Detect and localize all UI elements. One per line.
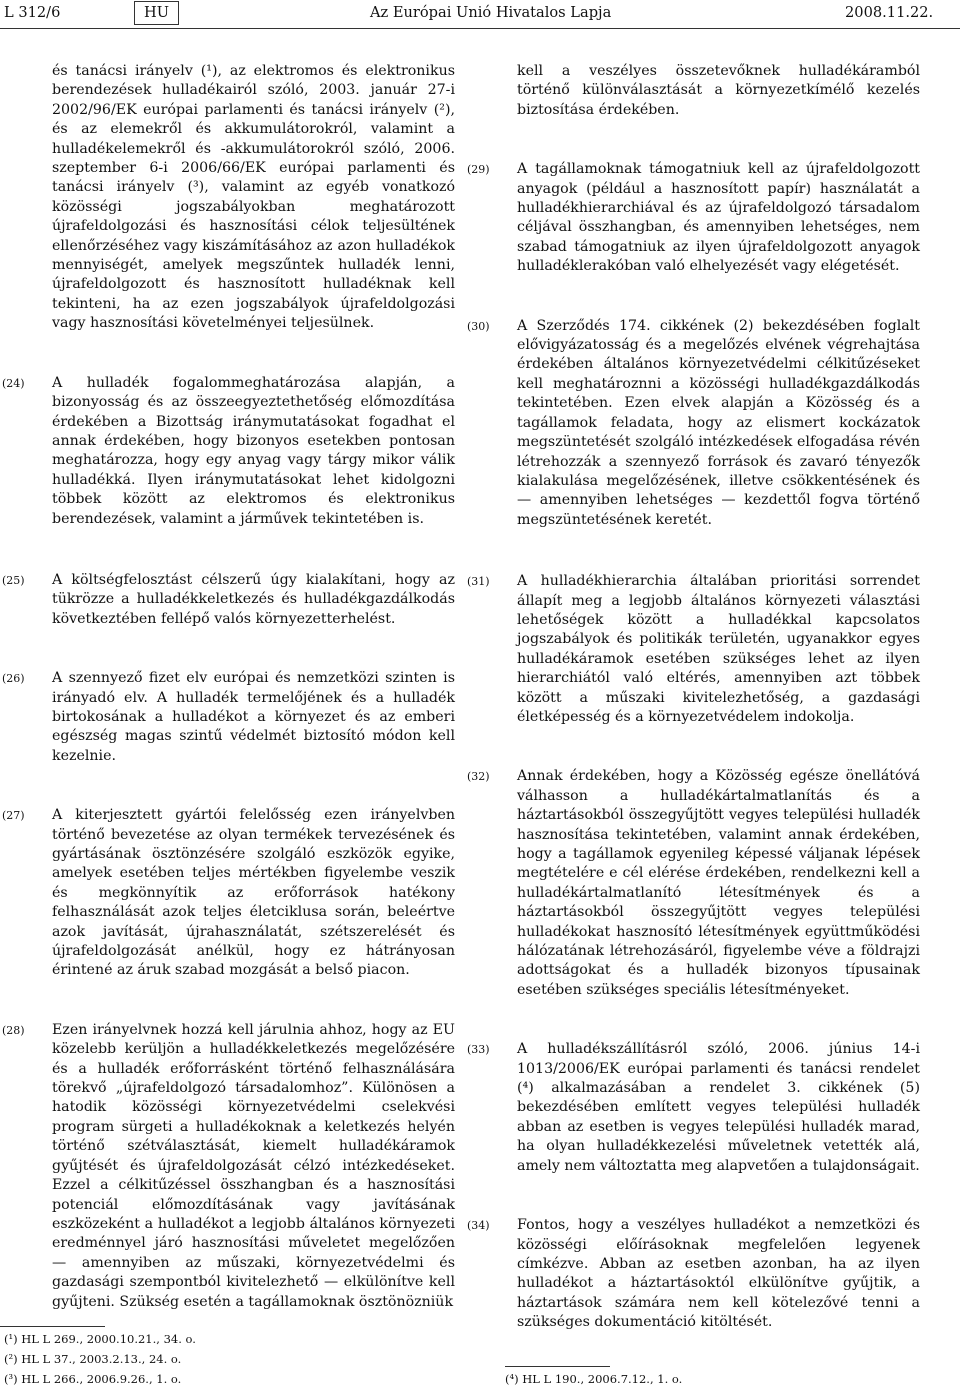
paragraph-text: kell a veszélyes összetevőknek hulladékáramból történő különválasztását a környezetkímélő kezelés biztosítása érdekében.	[517, 63, 920, 118]
paragraph-text: A kiterjesztett gyártói felelősség ezen irányelvben történő bevezetése az olyan termékek tervezésének és gyártásának ösztönzésére szolgáló eszközök egyike, amelyek esetében teljes mértékben figyelembe veszik és megkönnyítik az erőforrások hatékony felhasználását azok teljes életciklusa során, beleértve azok javítását, újrahasználatát, szétszerelését és újrafeldolgozását anélkül, hogy ez hátrányosan érintené az áruk szabad mozgását a belső piacon.	[52, 807, 455, 979]
paragraph-26	[2, 669, 455, 766]
paragraph-text: A Szerződés 174. cikkének (2) bekezdésében foglalt elővigyázatosság és a megelőzés elvének végrehajtása érdekében általános környezetvédelmi célkitűzéseket kell meghatároznni a közösségi hulladékgazdálkodás tekintetében. Ezen elvek alapján a Közösség és a tagállamok feladata, hogy az elismert kockázatok megszüntetését szolgáló intézkedések elfogadása révén létrehozzák a szennyező források és zavaró tényezők kialakulása megelőzésének, illetve csökkentésének és — amennyiben lehetséges — kezdettől fogva történő megszüntetésének keretét.	[517, 317, 920, 528]
footnote-2: (²) HL L 37., 2003.2.13., 24. o.	[4, 1352, 182, 1366]
header-rule	[0, 28, 960, 29]
paragraph-28-cont	[505, 62, 920, 120]
right-column	[467, 62, 920, 1333]
paragraph-text: és tanácsi irányelv (¹), az elektromos és elektronikus berendezések hulladékairól szóló, 2003. január 27-i 2002/96/EK európai parlamenti és tanácsi irányelv (²), és az elemekről és akkumulátorokról, valamint a hulladékelemekről és -akkumulátorokról szóló, 2006. szeptember 6-i 2006/66/EK európai parlamenti és tanácsi irányelv (³), valamint az egyéb vonatkozó közösségi jogszabályokban meghatározott újrafeldolgozási és hasznosítási célok teljesültének ellenőrzéséhez vagy kiszámításához az azon hulladékok mennyiségét, amelyek megszűntek hulladék lenni, újrafeldolgozott és hasznosított hulladéknak kell tekinteni, ha az ezen jogszabályok újrafeldolgozási vagy hasznosítási követelményei teljesülnek.	[52, 63, 455, 332]
paragraph-number: (32)	[467, 770, 490, 784]
language-badge: HU	[134, 1, 179, 25]
footnote-4: (⁴) HL L 190., 2006.7.12., 1. o.	[505, 1372, 683, 1386]
paragraph-34	[467, 1216, 920, 1332]
paragraph-25	[2, 571, 455, 629]
publication-date: 2008.11.22.	[845, 4, 934, 21]
journal-title: Az Európai Unió Hivatalos Lapja	[370, 4, 612, 21]
paragraph-text: A hulladék fogalommeghatározása alapján, a bizonyosság és az összeegyeztethetőség előmozdítása érdekében a Bizottság iránymutatásokat fogadhat el annak érdekében, hogy bizonyos esetekben pontosan meghatározza, hogy egy anyag vagy tárgy mikor válik hulladékká. Ilyen iránymutatásokat lehet kidolgozni többek között az elektromos és elektronikus berendezések, valamint a járművek tekintetében is.	[52, 374, 455, 527]
paragraph-text: Fontos, hogy a veszélyes hulladékot a nemzetközi és közösségi előírásoknak megfelelően legyenek címkézve. Abban az esetben azonban, ha az ilyen hulladékot a háztartásoktól elkülönítve gyűjtik, a háztartások számára nem kell kötelezővé tenni a szükséges dokumentáció kitöltését.	[517, 1217, 920, 1331]
paragraph-27	[2, 806, 455, 981]
page-header	[0, 0, 960, 28]
paragraph-31	[467, 572, 920, 727]
paragraph-text: A szennyező fizet elv európai és nemzetközi szinten is irányadó elv. A hulladék termelőjének és a hulladék birtokosának a hulladékot a környezet és az emberi egészség magas szintű védelmét biztosító módon kell kezelnie.	[52, 670, 455, 764]
paragraph-number: (27)	[2, 809, 25, 823]
page-reference: L 312/6	[4, 4, 61, 21]
paragraph-text: Ezen irányelvnek hozzá kell járulnia ahhoz, hogy az EU közelebb kerüljön a hulladékkeletkezés megelőzésére és a hulladék erőforrásként történő felhasználására törekvő „újrafeldolgozó társadalomhoz”. Különösen a hatodik közösségi környezetvédelmi cselekvési program sürgeti a hulladékoknak a keletkezés helyén történő szétválasztását, kiemelt hulladékáramok gyűjtését és újrafeldolgozását célzó intézkedéseket. Ezzel a célkitűzéssel összhangban és a hasznosítási potenciál előmozdításának vagy javításának eszközeként a hulladékot a legjobb általános környezeti eredménnyel járó hasznosítási műveletet megelőzően — amennyiben az műszaki, környezetvédelmi és gazdasági szempontból kivitelezhető — elkülönítve kell gyűjteni. Szükség esetén a tagállamoknak ösztönözniük	[52, 1021, 455, 1310]
paragraph-text: A költségfelosztást célszerű úgy kialakítani, hogy az tükrözze a hulladékkeletkezés és hulladékgazdálkodás következtében fellépő valós környezetterhelést.	[52, 571, 455, 627]
paragraph-number: (33)	[467, 1043, 490, 1057]
paragraph-text: A tagállamoknak támogatniuk kell az újrafeldolgozott anyagok (például a hasznosított papír) használatát a hulladékhierarchiával és az újrafeldolgozó társadalom céljával összhangban, és amennyiben lehetséges, nem szabad támogatniuk az ilyen újrafeldolgozott anyagok hulladéklerakóban való elhelyezését vagy elégetését.	[517, 161, 920, 275]
paragraph-32	[467, 767, 920, 1000]
paragraph-text: A hulladékszállításról szóló, 2006. június 14-i 1013/2006/EK európai parlamenti és tanácsi rendelet (⁴) alkalmazásában a rendelet 3. cikkének (5) bekezdésében említett vegyes települési hulladék abban az esetben is vegyes települési hulladék marad, ha olyan hulladékkezelési műveletnek vetették alá, amely nem változtatta meg alapvetően a tulajdonságait.	[517, 1041, 920, 1174]
paragraph-24	[2, 374, 455, 529]
paragraph-number: (29)	[467, 163, 490, 177]
paragraph-33	[467, 1040, 920, 1176]
paragraph-text: A hulladékhierarchia általában prioritási sorrendet állapít meg a legjobb általános környezeti választási lehetőségek között a hulladékkal kapcsolatos jogszabályok és politikák területén, ugyanakkor egyes hulladékáramok esetében szükséges lehet az ilyen hierarchiától való eltérés, amennyiben azt többek között a műszaki kivitelezhetőség, a gazdasági életképesség és a környezetvédelem indokolja.	[517, 573, 920, 725]
paragraph-number: (30)	[467, 319, 490, 333]
footnote-rule-left	[0, 1326, 105, 1327]
paragraph-number: (24)	[2, 376, 25, 390]
left-column	[2, 62, 455, 1312]
paragraph-number: (31)	[467, 575, 490, 589]
paragraph-number: (28)	[2, 1023, 25, 1037]
footnote-3: (³) HL L 266., 2006.9.26., 1. o.	[4, 1372, 182, 1386]
paragraph-number: (34)	[467, 1219, 490, 1233]
footnote-rule-right	[505, 1366, 610, 1367]
footnote-1: (¹) HL L 269., 2000.10.21., 34. o.	[4, 1332, 196, 1346]
paragraph-29	[467, 160, 920, 276]
paragraph-number: (25)	[2, 573, 25, 587]
paragraph-30	[467, 317, 920, 530]
paragraph-28	[2, 1021, 455, 1312]
paragraph-23-cont	[40, 62, 455, 334]
paragraph-number: (26)	[2, 672, 25, 686]
paragraph-text: Annak érdekében, hogy a Közösség egésze önellátóvá válhasson a hulladékártalmatlanítás és a háztartásokból összegyűjtött vegyes települési hulladék hasznosítása tekintetében, valamint annak érdekében, hogy a tagállamok egyenileg képessé váljanak lépések megtételére e cél elérése érdekében, rendelkezni kell a hulladékártalmatlanító létesítmények és a háztartásokból összegyűjtött vegyes települési hulladékokat hasznosító létesítmények együttműködési hálózatának létrehozásáról, figyelembe véve a földrajzi adottságokat és a hulladék bizonyos típusainak esetében szükséges speciális létesítményeket.	[517, 768, 920, 998]
